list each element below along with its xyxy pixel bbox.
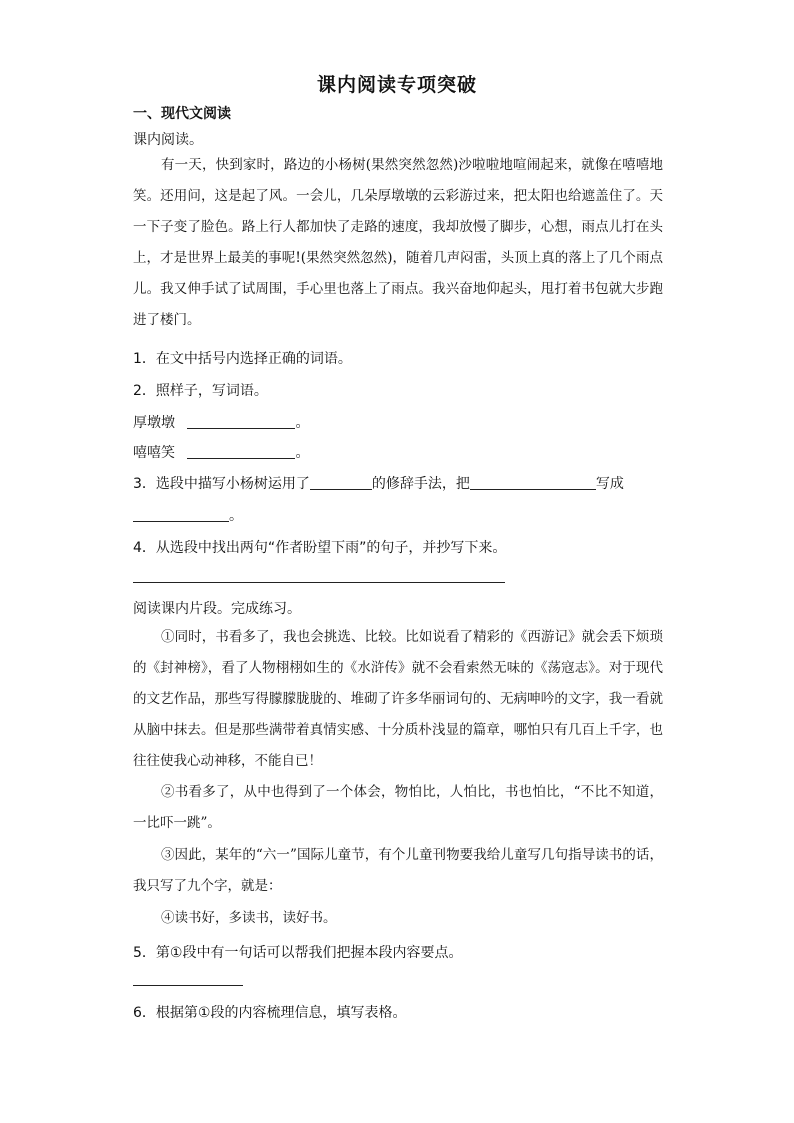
answer-blank[interactable] <box>187 444 295 459</box>
q3-text-3: 写成 <box>595 476 624 492</box>
example-word: 厚墩墩 <box>133 415 175 431</box>
example-word: 嘻嘻笑 <box>133 445 175 461</box>
passage-paragraph-2: ②书看多了，从中也得到了一个体会，物怕比，人怕比，书也怕比，“不比不知道，一比吓一跳”。 <box>133 784 663 831</box>
period: 。 <box>295 415 310 431</box>
question-3 <box>133 473 624 493</box>
answer-blank[interactable] <box>187 414 295 429</box>
passage-paragraph-3: ③因此，某年的“六一”国际儿童节，有个儿童刊物要我给儿童写几句指导读书的话，我只写了九个字，就是： <box>133 847 663 894</box>
section-heading: 一、现代文阅读 <box>133 106 231 122</box>
q3-text-1: 3．选段中描写小杨树运用了 <box>133 476 310 492</box>
question-2b <box>133 442 309 462</box>
answer-line[interactable] <box>133 582 505 583</box>
question-4: 4．从选段中找出两句“作者盼望下雨”的句子，并抄写下来。 <box>133 540 507 556</box>
question-2a <box>133 412 309 432</box>
question-3-cont <box>133 505 243 525</box>
passage-paragraph-1: ①同时，书看多了，我也会挑选、比较。比如说看了精彩的《西游记》就会丢下烦琐的《封神榜》，看了人物栩栩如生的《水浒传》就不会看索然无味的《荡寇志》。对于现代的文艺作品，那些写得朦朦胧胧的、堆砌了许多华丽词句的、无病呻吟的文字，我一看就从脑中抹去。但是那些满带着真情实感、十分质朴浅显的篇章，哪怕只有几百上千字，也往往使我心动神移，不能自已！ <box>133 629 663 769</box>
period: 。 <box>295 445 310 461</box>
question-1: 1．在文中括号内选择正确的词语。 <box>133 351 352 367</box>
answer-blank[interactable] <box>133 507 229 522</box>
page-title: 课内阅读专项突破 <box>316 74 477 96</box>
question-5: 5．第①段中有一句话可以帮我们把握本段内容要点。 <box>133 945 463 961</box>
q3-text-2: 的修辞手法，把 <box>371 476 470 492</box>
passage-paragraph: 有一天，快到家时，路边的小杨树(果然突然忽然)沙啦啦地喧闹起来，就像在嘻嘻地笑。还用问，这是起了风。一会儿，几朵厚墩墩的云彩游过来，把太阳也给遮盖住了。天一下子变了脸色。路上行人都加快了走路的速度，我却放慢了脚步，心想，雨点儿打在头上，才是世界上最美的事呢!(果然突然忽然)，随着几声闷雷，头顶上真的落上了几个雨点儿。我又伸手试了试周围，手心里也落上了雨点。我兴奋地仰起头，甩打着书包就大步跑进了楼门。 <box>133 157 663 328</box>
answer-blank[interactable] <box>470 475 596 490</box>
reading-intro-2: 阅读课内片段。完成练习。 <box>133 601 301 617</box>
period: 。 <box>229 508 243 524</box>
question-6: 6．根据第①段的内容梳理信息，填写表格。 <box>133 1005 407 1021</box>
question-2: 2．照样子，写词语。 <box>133 383 268 399</box>
reading-intro: 课内阅读。 <box>133 132 203 148</box>
passage-paragraph-4: ④读书好，多读书，读好书。 <box>161 910 337 926</box>
answer-blank[interactable] <box>310 475 372 490</box>
answer-line[interactable] <box>133 985 243 986</box>
